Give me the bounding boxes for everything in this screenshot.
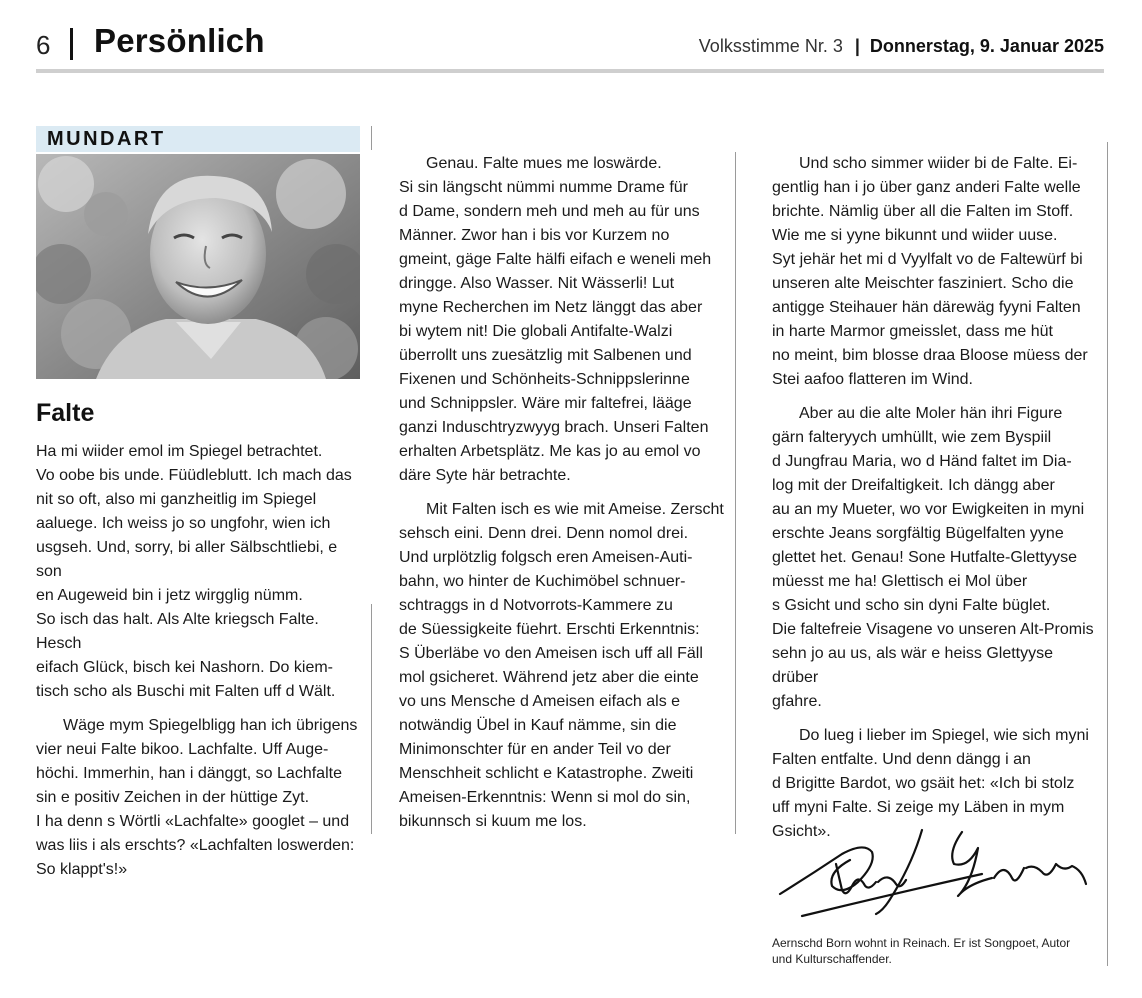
header-divider <box>70 28 73 60</box>
author-note: Aernschd Born wohnt in Reinach. Er ist Songpoet, Autor und Kulturschaffender. <box>772 936 1071 966</box>
author-photo <box>36 154 360 379</box>
header-meta <box>699 36 1104 57</box>
publication-name: Volksstimme Nr. 3 <box>698 36 843 56</box>
paragraph: Und scho simmer wiider bi de Falte. Ei- gentlig han i jo über ganz anderi Falte welle brichte. Nämlig über all die Falten im Stoff. Wie me si yyne bikunnt und wiider uuse. Syt jehär het mi d Vyylfalt vo de Faltewürf bi unseren alte Meischter fasziniert. Scho die antigge Steihauer hän därewäg fyyni Falten in harte Marmor gmeisslet, dass me hüt no meint, bim blosse draa Bloose müess der Stei aafoo flatteren im Wind. <box>772 155 1088 388</box>
section-title: Persönlich <box>94 22 265 59</box>
paragraph: Wäge mym Spiegelbligg han ich übrigens vier neui Falte bikoo. Lachfalte. Uff Auge- höchi. Immerhin, han i dänggt, so Lachfalte sin e positiv Zeichen in der hüttige Zyt. I ha denn s Wörtli «Lachfalte» googlet – und was liis i als erschts? «Lachfalten loswerden: So klappt's!» <box>36 717 358 878</box>
article-column-1 <box>36 440 364 892</box>
column-divider <box>371 126 372 150</box>
article-column-2 <box>399 152 729 844</box>
paragraph: Do lueg i lieber im Spiegel, wie sich myni Falten entfalte. Und denn dängg i an d Brigitte Bardot, wo gsäit het: «Ich bi stolz uff myni Falte. Si zeige my Läben in mym Gsicht». <box>772 727 1089 840</box>
rubric-text: MUNDART <box>47 128 166 150</box>
paragraph: Genau. Falte mues me loswärde. Si sin längscht nümmi numme Drame für d Dame, sondern meh und meh au für uns Männer. Zwor han i bis vor Kurzem no gmeint, gäge Falte hälfi eifach e weneli meh dringge. Also Wasser. Nit Wässerli! Lut myne Recherchen im Netz länggt das aber bi wytem nit! Die globali Antifalte-Walzi überrollt uns zuesätzlig mit Salbenen und Fixenen und Schönheits-Schnippslerinne und Schnippsler. Wäre mir faltefrei, lääge ganzi Induschtryzwyyg brach. Unseri Falten erhalten Arbetsplätz. Me kas jo au emol vo däre Syte här betrachte. <box>399 155 712 484</box>
article-title: Falte <box>36 399 95 427</box>
signature-icon <box>772 824 1102 924</box>
rubric-label <box>36 126 360 152</box>
header-rule <box>36 69 1104 73</box>
page-header <box>36 22 1104 74</box>
article-column-3 <box>772 152 1102 854</box>
author-portrait-icon <box>36 154 360 379</box>
column-divider <box>371 604 372 834</box>
paragraph: Mit Falten isch es wie mit Ameise. Zerscht sehsch eini. Denn drei. Denn nomol drei. Und urplötzlig folgsch eren Ameisen-Auti- bahn, wo hinter de Kuchimöbel schnuer- schtraggs in d Notvorrots-Kammere zu de Süessigkeite füehrt. Erschti Erkenntnis: S Überläbe vo den Ameisen isch uff all Fäll mol gsicheret. Während jetz aber die einte vo uns Mensche d Ameisen eifach als e notwändig Übel in Kauf nämme, sin die Minimonschter für en ander Teil vo der Menschheit schlicht e Katastrophe. Zweiti Ameisen-Erkenntnis: Wenn si mol do sin, bikunnsch si kuum me los. <box>399 501 724 830</box>
column-divider <box>1107 142 1108 966</box>
paragraph: Aber au die alte Moler hän ihri Figure gärn falteryych umhüllt, wie zem Byspiil d Jungfrau Maria, wo d Händ faltet im Dia- log mit der Dreifaltigkeit. Ich dängg aber au an my Mueter, wo vor Ewigkeiten in myni erschte Jeans sorgfältig Bügelfalten yyne glettet het. Genau! Sone Hutfalte-Glettyyse müesst me ha! Glettisch ei Mol über s Gsicht und scho sin dyni Falte büglet. Die faltefreie Visagene vo unseren Alt-Promis sehn jo au us, als wär e heiss Glettyyse drüber gfahre. <box>772 405 1094 710</box>
paragraph: Ha mi wiider emol im Spiegel betrachtet. Vo oobe bis unde. Füüdleblutt. Ich mach das nit so oft, also mi ganzheitlig im Spiegel aaluege. Ich weiss jo so ungfohr, wien ich usgseh. Und, sorry, bi aller Sälbschtliebi, e son en Augeweid bin i jetz wirgglig nümm. So isch das halt. Als Alte kriegsch Falte. Hesch eifach Glück, bisch kei Nashorn. Do kiem- tisch scho als Buschi mit Falten uff d Wält. <box>36 443 352 700</box>
meta-separator: | <box>854 36 860 56</box>
page-number: 6 <box>36 30 51 60</box>
column-divider <box>735 152 736 834</box>
issue-date: Donnerstag, 9. Januar 2025 <box>869 36 1104 56</box>
author-signature <box>772 824 1102 924</box>
